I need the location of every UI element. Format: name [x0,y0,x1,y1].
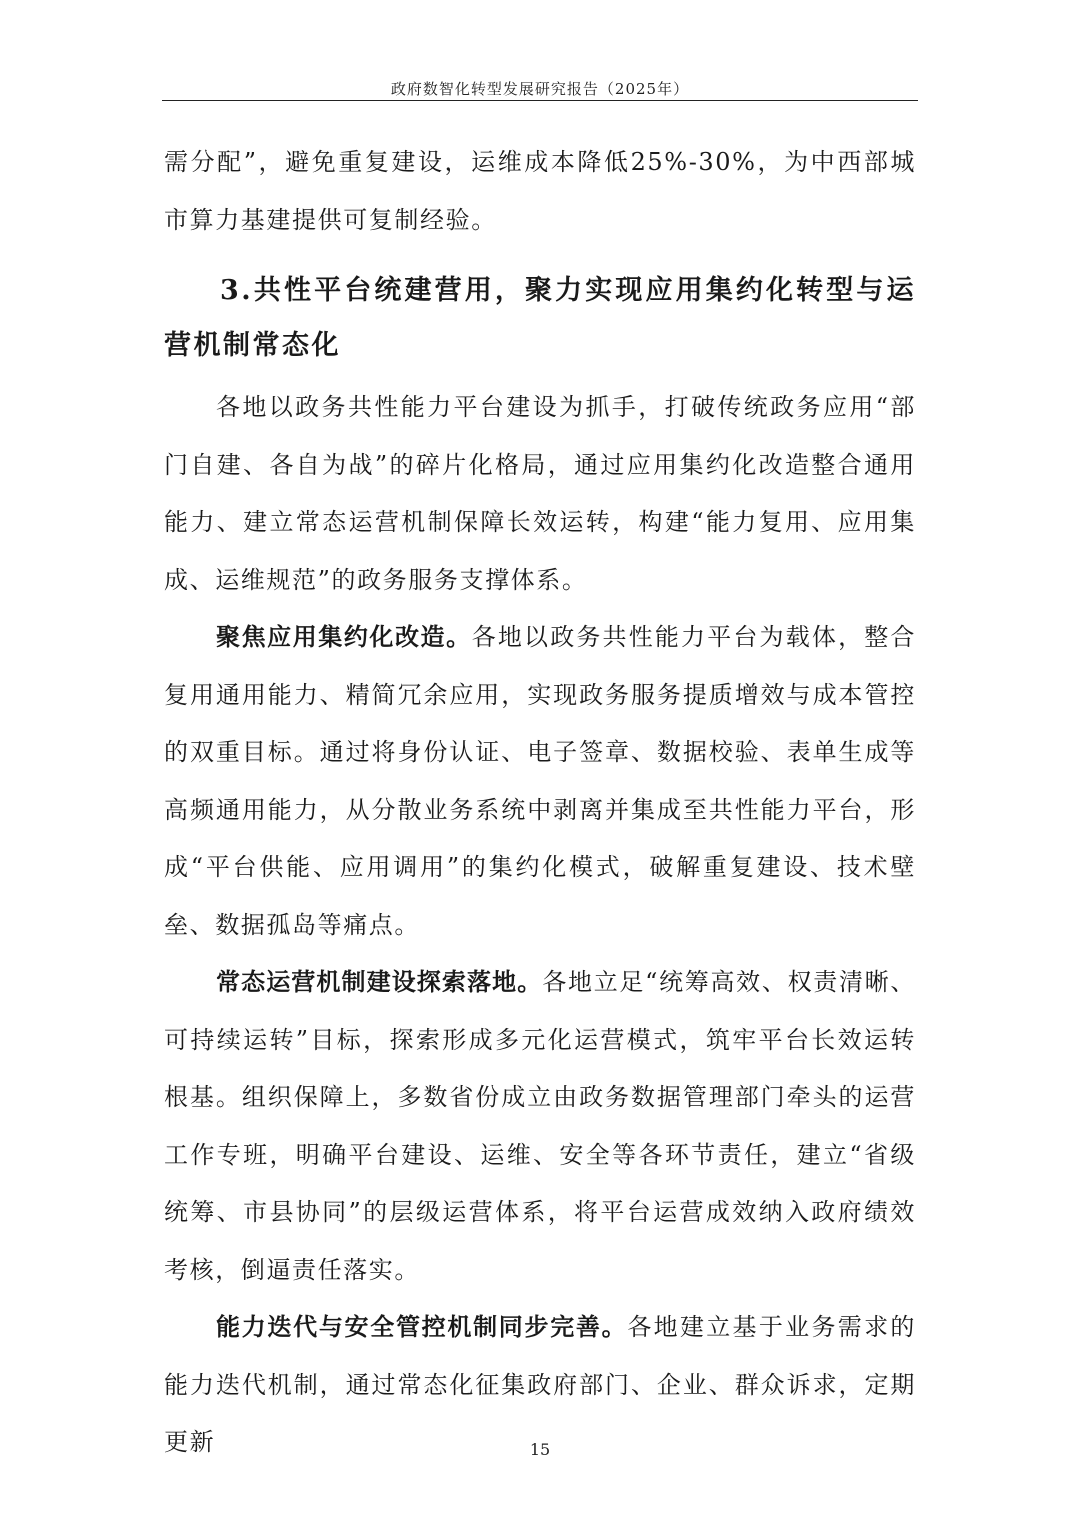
paragraph-intro: 各地以政务共性能力平台建设为抓手，打破传统政务应用“部门自建、各自为战”的碎片化格局，通过应用集约化改造整合通用能力、建立常态运营机制保障长效运转，构建“能力复用、应用集成、运维规范”的政务服务支撑体系。 [164,393,916,594]
running-header: 政府数智化转型发展研究报告（2025年） [390,80,690,98]
paragraph-operation-mechanism [164,954,916,1299]
page-body [164,134,916,1472]
paragraph-continued: 需分配”，避免重复建设，运维成本降低25%-30%，为中西部城市算力基建提供可复制经验。 [164,148,916,234]
paragraph-lead-iteration: 能力迭代与安全管控机制同步完善。 [216,1313,628,1341]
paragraph-app-consolidation [164,609,916,954]
paragraph-text-operation: 各地立足“统筹高效、权责清晰、可持续运转”目标，探索形成多元化运营模式，筑牢平台长效运转根基。组织保障上，多数省份成立由政务数据管理部门牵头的运营工作专班，明确平台建设、运维、安全等各环节责任，建立“省级统筹、市县协同”的层级运营体系，将平台运营成效纳入政府绩效考核，倒逼责任落实。 [164,968,916,1284]
paragraph-lead-operation: 常态运营机制建设探索落地。 [216,968,543,996]
section-heading: 3.共性平台统建营用，聚力实现应用集约化转型与运营机制常态化 [164,275,916,361]
header-divider [162,100,918,101]
paragraph-lead-consolidation: 聚焦应用集约化改造。 [216,623,472,651]
page-number: 15 [529,1440,551,1459]
paragraph-text-consolidation: 各地以政务共性能力平台为载体，整合复用通用能力、精简冗余应用，实现政务服务提质增效与成本管控的双重目标。通过将身份认证、电子签章、数据校验、表单生成等高频通用能力，从分散业务系统中剥离并集成至共性能力平台，形成“平台供能、应用调用”的集约化模式，破解重复建设、技术壁垒、数据孤岛等痛点。 [164,623,917,939]
paragraph-text-iteration: 各地建立基于业务需求的能力迭代机制，通过常态化征集政府部门、企业、群众诉求，定期更新 [164,1313,917,1456]
